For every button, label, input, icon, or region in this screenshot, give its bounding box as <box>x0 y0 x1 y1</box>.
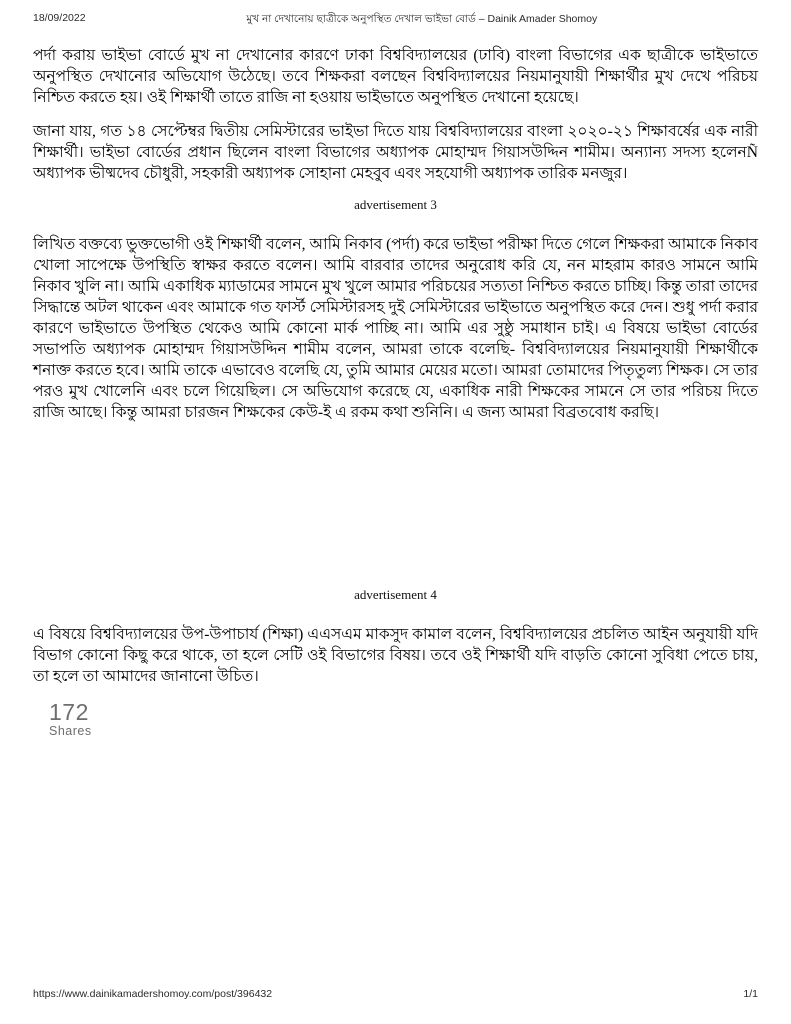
ad-placeholder-4-label: advertisement 4 <box>354 587 437 602</box>
print-date: 18/09/2022 <box>33 12 86 24</box>
ad-placeholder-4 <box>33 587 758 602</box>
print-header <box>33 12 758 29</box>
print-footer <box>33 988 758 1000</box>
article-paragraph-4: এ বিষয়ে বিশ্ববিদ্যালয়ের উপ-উপাচার্য (শিক্ষা) এএসএম মাকসুদ কামাল বলেন, বিশ্ববিদ্যালয়ের প্রচলিত আইন অনুযায়ী যদি বিভাগ কোনো কিছু করে থাকে, তা হলে সেটি ওই বিভাগের বিষয়। তবে ওই শিক্ষার্থী যদি বাড়তি কোনো সুবিধা পেতে চায়, তা হলে তা আমাদের জানানো উচিত। <box>33 626 758 685</box>
footer-url: https://www.dainikamadershomoy.com/post/396432 <box>33 988 273 1000</box>
share-count: 172 <box>49 699 89 725</box>
article-paragraph-3: লিখিত বক্তব্যে ভুক্তভোগী ওই শিক্ষার্থী বলেন, আমি নিকাব (পর্দা) করে ভাইভা পরীক্ষা দিতে গেলে শিক্ষকরা আমাকে নিকাব খোলা সাপেক্ষে উপস্থিতি স্বাক্ষর করতে বলেন। আমি বারবার তাদের অনুরোধ করি যে, নন মাহরাম কারও সামনে আমি নিকাব খুলি না। আমি একাধিক ম্যাডামের সামনে মুখ খুলে আমার পরিচয়ের সত্যতা নিশ্চিত করতে চাচ্ছি। কিন্তু তারা তাদের সিদ্ধান্তে অটল থাকেন এবং আমাকে গত ফার্স্ট সেমিস্টারসহ দুই সেমিস্টারের ভাইভাতে অনুপস্থিত করে দেন। শুধু পর্দা করার কারণে ভাইভাতে উপস্থিত থেকেও আমি কোনো মার্ক পাচ্ছি না। আমি এর সুষ্ঠু সমাধান চাই। এ বিষয়ে ভাইভা বোর্ডের সভাপতি অধ্যাপক মোহাম্মদ গিয়াসউদ্দিন শামীম বলেন, আমরা তাকে বলেছি- বিশ্ববিদ্যালয়ের নিয়মানুযায়ী শিক্ষার্থীকে শনাক্ত করতে হবে। আমি তাকে এভাবেও বলেছি যে, তুমি আমার মেয়ের মতো। আমরা তোমাদের পিতৃতুল্য শিক্ষক। সে তার পরও মুখ খোলেনি এবং চলে গিয়েছিল। সে অভিযোগ করেছে যে, একাধিক নারী শিক্ষকের সামনে সে তার পরিচয় দিতে রাজি আছে। কিন্তু আমরা চারজন শিক্ষকের কেউ-ই এ রকম কথা শুনিনি। এ জন্য আমরা বিব্রতবোধ করছি। <box>33 236 758 421</box>
ad-placeholder-3-label: advertisement 3 <box>354 197 437 212</box>
article-paragraph-2: জানা যায়, গত ১৪ সেপ্টেম্বর দ্বিতীয় সেমিস্টারের ভাইভা দিতে যায় বিশ্ববিদ্যালয়ের বাংলা ২০২০-২১ শিক্ষাবর্ষের এক নারী শিক্ষার্থী। ভাইভা বোর্ডের প্রধান ছিলেন বাংলা বিভাগের অধ্যাপক মোহাম্মদ গিয়াসউদ্দিন শামীম। অন্যান্য সদস্য হলেনÑ অধ্যাপক ভীষ্মদেব চৌধুরী, সহকারী অধ্যাপক সোহানা মেহবুব এবং সহযোগী অধ্যাপক তারিক মনজুর। <box>33 123 758 182</box>
article-paragraph-1: পর্দা করায় ভাইভা বোর্ডে মুখ না দেখানোর কারণে ঢাকা বিশ্ববিদ্যালয়ের (ঢাবি) বাংলা বিভাগের এক ছাত্রীকে ভাইভাতে অনুপস্থিত দেখানোর অভিযোগ উঠেছে। তবে শিক্ষকরা বলছেন বিশ্ববিদ্যালয়ের নিয়মানুযায়ী শিক্ষার্থীর মুখ দেখে পরিচয় নিশ্চিত করতে হয়। ওই শিক্ষার্থী তাতে রাজি না হওয়ায় ভাইভাতে অনুপস্থিত দেখানো হয়েছে। <box>33 47 758 106</box>
share-count-widget <box>49 700 758 738</box>
article-body <box>33 45 758 738</box>
ad-placeholder-3 <box>33 197 758 212</box>
print-title: মুখ না দেখানোয় ছাত্রীকে অনুপস্থিত দেখাল ভাইভা বোর্ড – Dainik Amader Shomoy <box>246 13 598 25</box>
share-count-label: Shares <box>49 724 92 738</box>
page-indicator: 1/1 <box>743 988 758 1000</box>
